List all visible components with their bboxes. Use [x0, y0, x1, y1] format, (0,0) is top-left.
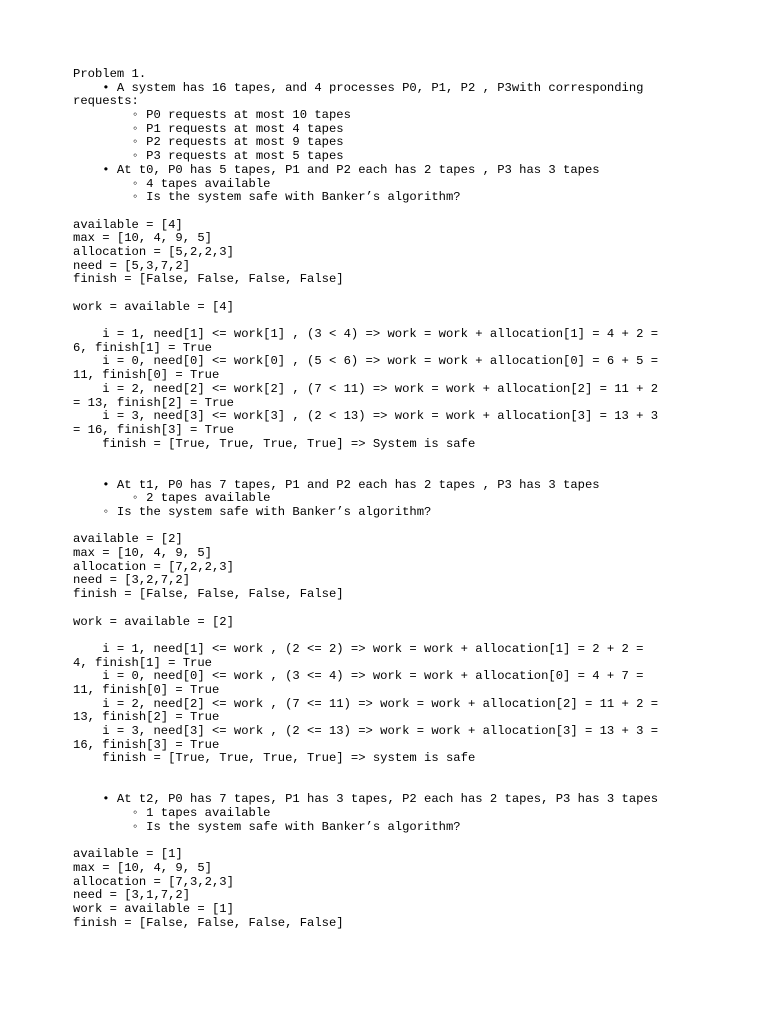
text-line: i = 2, need[2] <= work[2] , (7 < 11) => work = work + allocation[2] = 11 + 2	[73, 381, 659, 396]
text-line: i = 3, need[3] <= work , (2 <= 13) => work = work + allocation[3] = 13 + 3 =	[73, 724, 659, 738]
text-line: 6, finish[1] = True	[73, 340, 212, 355]
text-line: finish = [False, False, False, False]	[73, 587, 344, 602]
text-line: max = [10, 4, 9, 5]	[73, 860, 212, 875]
text-line: need = [3,1,7,2]	[73, 888, 191, 903]
text-line: available = [4]	[73, 217, 183, 232]
text-line: finish = [True, True, True, True] => System is safe	[73, 436, 476, 451]
document-text	[73, 68, 703, 930]
text-line: ◦ 1 tapes available	[73, 806, 271, 821]
text-line: need = [3,2,7,2]	[73, 573, 191, 588]
text-line: • At t2, P0 has 7 tapes, P1 has 3 tapes, P2 each has 2 tapes, P3 has 3 tapes	[73, 792, 659, 807]
text-line: work = available = [2]	[73, 614, 234, 629]
text-line: requests:	[73, 94, 139, 109]
text-line: i = 3, need[3] <= work[3] , (2 < 13) => work = work + allocation[3] = 13 + 3	[73, 409, 659, 424]
text-line	[73, 520, 703, 534]
text-line: available = [1]	[73, 847, 183, 862]
text-line	[73, 451, 703, 465]
text-line: ◦ P0 requests at most 10 tapes	[73, 108, 351, 123]
text-line	[73, 465, 703, 479]
text-line: 4, finish[1] = True	[73, 655, 212, 670]
text-line: = 13, finish[2] = True	[73, 395, 234, 410]
text-line	[73, 629, 703, 643]
text-line: finish = [False, False, False, False]	[73, 915, 344, 930]
text-line: i = 2, need[2] <= work , (7 <= 11) => work = work + allocation[2] = 11 + 2 =	[73, 696, 659, 711]
text-line	[73, 835, 703, 849]
text-line: i = 1, need[1] <= work[1] , (3 < 4) => work = work + allocation[1] = 4 + 2 =	[73, 327, 659, 342]
text-line: 11, finish[0] = True	[73, 682, 220, 697]
text-line: 16, finish[3] = True	[73, 737, 220, 752]
text-line: allocation = [7,2,2,3]	[73, 559, 234, 574]
text-line: i = 0, need[0] <= work[0] , (5 < 6) => work = work + allocation[0] = 6 + 5 =	[73, 354, 659, 369]
text-line: 11, finish[0] = True	[73, 368, 220, 383]
text-line: ◦ Is the system safe with Banker’s algorithm?	[73, 819, 461, 834]
text-line: ◦ Is the system safe with Banker’s algorithm?	[73, 190, 461, 205]
text-line: • At t1, P0 has 7 tapes, P1 and P2 each has 2 tapes , P3 has 3 tapes	[73, 477, 600, 492]
text-line: • A system has 16 tapes, and 4 processes P0, P1, P2 , P3with corresponding	[73, 80, 644, 95]
text-line: allocation = [5,2,2,3]	[73, 244, 234, 259]
text-line: ◦ P3 requests at most 5 tapes	[73, 149, 344, 164]
text-line: ◦ Is the system safe with Banker’s algorithm?	[73, 505, 432, 519]
text-line: ◦ 4 tapes available	[73, 176, 271, 191]
text-line: • At t0, P0 has 5 tapes, P1 and P2 each has 2 tapes , P3 has 3 tapes	[73, 162, 600, 177]
text-line: ◦ 2 tapes available	[73, 491, 271, 506]
text-line: 13, finish[2] = True	[73, 710, 220, 725]
text-line	[73, 766, 703, 780]
text-line: i = 1, need[1] <= work , (2 <= 2) => work = work + allocation[1] = 2 + 2 =	[73, 641, 644, 656]
text-line: work = available = [1]	[73, 901, 234, 916]
text-line: allocation = [7,3,2,3]	[73, 874, 234, 889]
text-line: ◦ P2 requests at most 9 tapes	[73, 135, 344, 150]
text-line: need = [5,3,7,2]	[73, 258, 191, 273]
text-line	[73, 314, 703, 328]
text-line: work = available = [4]	[73, 299, 234, 314]
text-line: available = [2]	[73, 532, 183, 547]
text-line: max = [10, 4, 9, 5]	[73, 231, 212, 246]
text-line: finish = [True, True, True, True] => system is safe	[73, 751, 476, 766]
text-line: ◦ P1 requests at most 4 tapes	[73, 121, 344, 136]
text-line	[73, 287, 703, 301]
text-line: finish = [False, False, False, False]	[73, 272, 344, 287]
text-line	[73, 205, 703, 219]
text-line: i = 0, need[0] <= work , (3 <= 4) => work = work + allocation[0] = 4 + 7 =	[73, 669, 644, 684]
text-line	[73, 602, 703, 616]
text-line: = 16, finish[3] = True	[73, 422, 234, 437]
text-line: Problem 1.	[73, 67, 147, 81]
text-line: max = [10, 4, 9, 5]	[73, 546, 212, 561]
text-line	[73, 780, 703, 794]
